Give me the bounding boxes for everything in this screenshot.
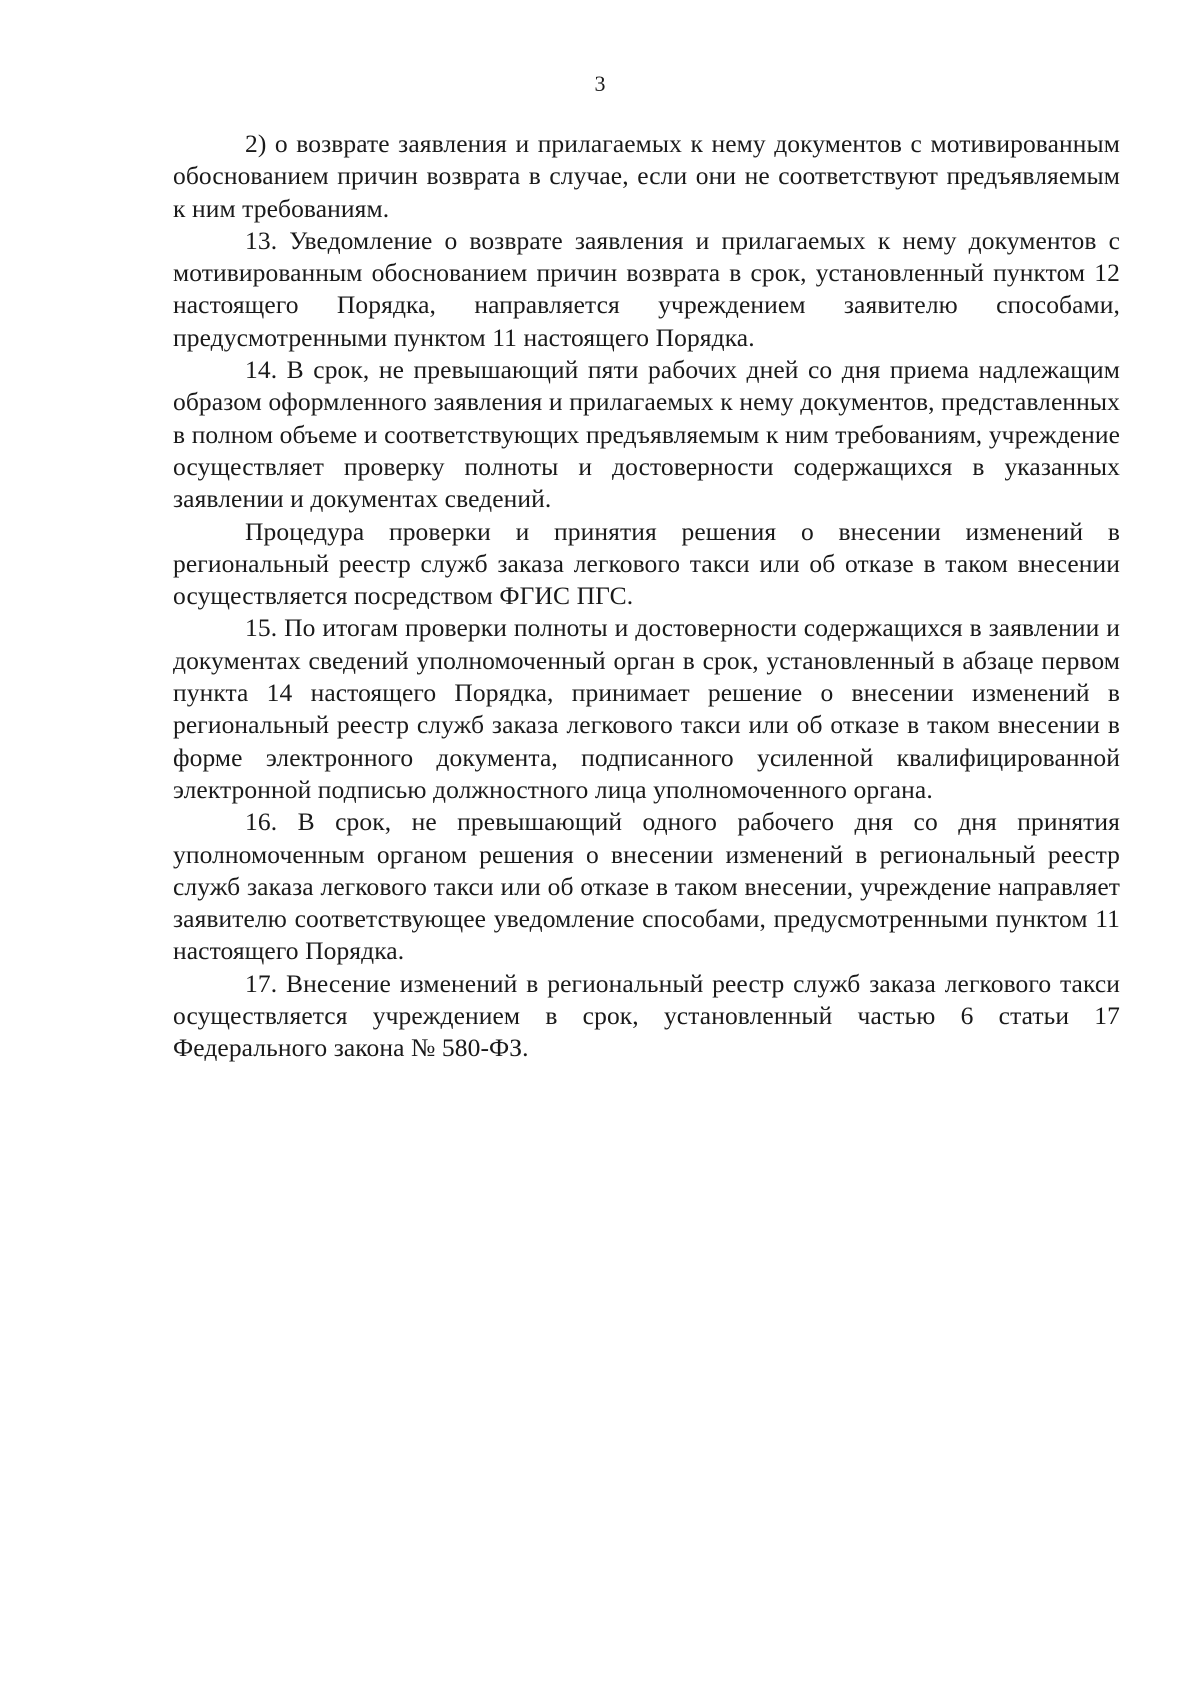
page-number: 3 <box>594 71 606 96</box>
paragraph-15-decision: 15. По итогам проверки полноты и достоверности содержащихся в заявлении и документах сведений уполномоченный орган в срок, установленный в абзаце первом пункта 14 настоящего Порядка, принимает решение о внесении изменений в региональный реестр служб заказа легкового такси или об отказе в таком внесении в форме электронного документа, подписанного усиленной квалифицированной электронной подписью должностного лица уполномоченного органа. <box>173 613 1120 804</box>
document-body <box>173 128 1120 1065</box>
paragraph-14-verification-term: 14. В срок, не превышающий пяти рабочих дней со дня приема надлежащим образом оформленного заявления и прилагаемых к нему документов, представленных в полном объеме и соответствующих предъявляемым к ним требованиям, учреждение осуществляет проверку полноты и достоверности содержащихся в указанных заявлении и документах сведений. <box>173 355 1120 514</box>
paragraph-16-notification-term: 16. В срок, не превышающий одного рабочего дня со дня принятия уполномоченным органом решения о внесении изменений в региональный реестр служб заказа легкового такси или об отказе в таком внесении, учреждение направляет заявителю соответствующее уведомление способами, предусмотренными пунктом 11 настоящего Порядка. <box>173 807 1120 966</box>
paragraph-item-2-return-notice: 2) о возврате заявления и прилагаемых к нему документов с мотивированным обоснованием причин возврата в случае, если они не соответствуют предъявляемым к ним требованиям. <box>173 129 1120 223</box>
paragraph-verification-procedure: Процедура проверки и принятия решения о внесении изменений в региональный реестр служб заказа легкового такси или об отказе в таком внесении осуществляется посредством ФГИС ПГС. <box>173 516 1120 611</box>
paragraph-17-registry-changes: 17. Внесение изменений в региональный реестр служб заказа легкового такси осуществляется учреждением в срок, установленный частью 6 статьи 17 Федерального закона № 580-ФЗ. <box>173 968 1120 1063</box>
paragraph-13-notification: 13. Уведомление о возврате заявления и прилагаемых к нему документов с мотивированным обоснованием причин возврата в срок, установленный пунктом 12 настоящего Порядка, направляется учреждением заявителю способами, предусмотренными пунктом 11 настоящего Порядка. <box>173 225 1120 352</box>
